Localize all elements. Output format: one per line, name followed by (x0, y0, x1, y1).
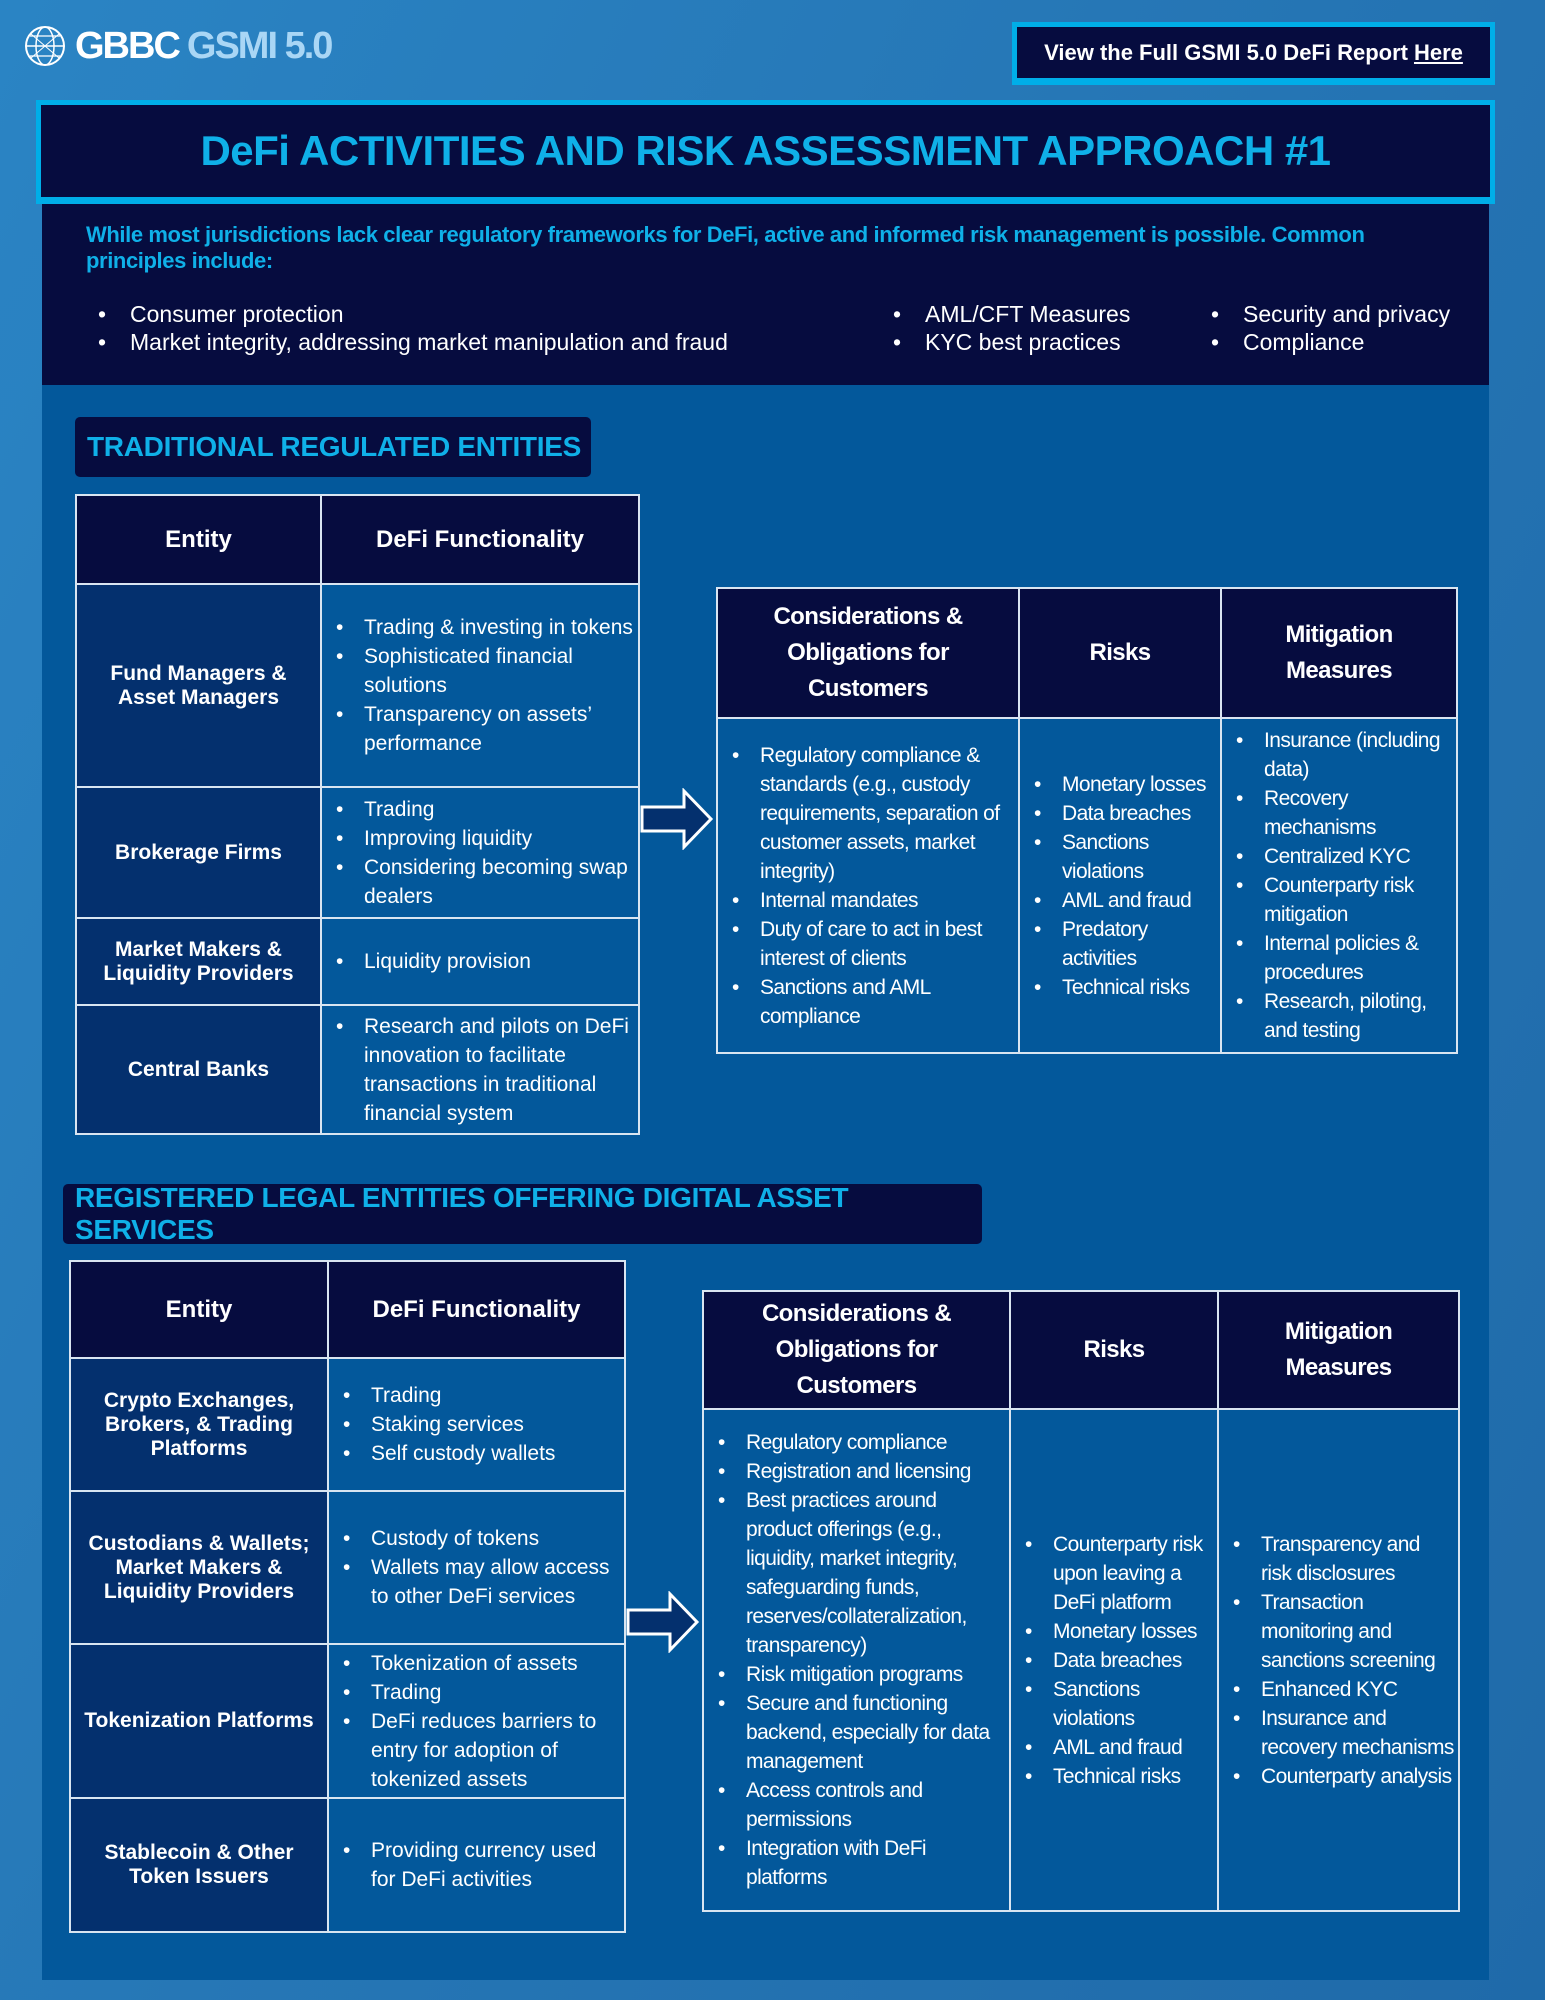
table-header-row (717, 588, 1457, 718)
list-item: • Duty of care to act in best interest of clients (726, 915, 1014, 973)
arrow-right-icon (640, 788, 714, 850)
globe-icon (23, 24, 67, 68)
bullet-list (330, 947, 634, 976)
mitigation-cell (1218, 1409, 1459, 1911)
list-item: • Technical risks (1028, 973, 1216, 1002)
bullet-list (330, 1012, 634, 1128)
list-item: • Regulatory compliance & standards (e.g., custody requirements, separation of customer assets, market integrity) (726, 741, 1014, 886)
entity-name: Brokerage Firms (76, 787, 321, 918)
column-header: Risks (1010, 1291, 1218, 1409)
list-item: • Internal mandates (726, 886, 1014, 915)
risks-cell (1019, 718, 1221, 1053)
list-item: • Regulatory compliance (712, 1428, 1005, 1457)
table-header-row (76, 495, 639, 584)
bullet-list (330, 613, 634, 758)
principles-list-3 (1211, 300, 1450, 356)
considerations-cell (717, 718, 1019, 1053)
table-row (76, 918, 639, 1005)
entity-name: Tokenization Platforms (70, 1644, 328, 1798)
risk-assessment-table (716, 587, 1458, 1054)
report-link-here[interactable]: Here (1413, 39, 1463, 65)
column-header: Mitigation Measures (1218, 1291, 1459, 1409)
table-row (76, 1005, 639, 1134)
list-item: • Counterparty risk upon leaving a DeFi platform (1019, 1530, 1213, 1617)
bullet-list (330, 795, 634, 911)
list-item: • Wallets may allow access to other DeFi services (337, 1553, 620, 1611)
column-header: DeFi Functionality (328, 1261, 625, 1358)
mitigation-cell (1221, 718, 1457, 1053)
table-row (70, 1491, 625, 1644)
column-header: Considerations & Obligations for Customers (703, 1291, 1010, 1409)
table-row (76, 584, 639, 787)
list-item: • Secure and functioning backend, especially for data management (712, 1689, 1005, 1776)
list-item: • Internal policies & procedures (1230, 929, 1452, 987)
principles-list-2 (893, 300, 1130, 356)
list-item: • Technical risks (1019, 1762, 1213, 1791)
entity-name: Stablecoin & Other Token Issuers (70, 1798, 328, 1932)
gbbc-logo (23, 22, 331, 70)
table-row (70, 1358, 625, 1491)
principle-item: • AML/CFT Measures (893, 300, 1130, 328)
list-item: • Custody of tokens (337, 1524, 620, 1553)
list-item: • Staking services (337, 1410, 620, 1439)
list-item: • Sanctions violations (1019, 1675, 1213, 1733)
bullet-list (726, 741, 1014, 1031)
intro-lead: While most jurisdictions lack clear regulatory frameworks for DeFi, active and informed risk management is possible. Common principles include: (86, 222, 1365, 273)
list-item: • Providing currency used for DeFi activities (337, 1836, 620, 1894)
view-full-report-link[interactable] (1012, 22, 1495, 85)
defi-functionality (321, 918, 639, 1005)
entity-name: Fund Managers & Asset Managers (76, 584, 321, 787)
list-item: • Liquidity provision (330, 947, 634, 976)
column-header: Entity (70, 1261, 328, 1358)
list-item: • Sophisticated financial solutions (330, 642, 634, 700)
considerations-cell (703, 1409, 1010, 1911)
bullet-list (712, 1428, 1005, 1892)
list-item: • Trading (337, 1678, 620, 1707)
arrow-right-icon (626, 1591, 700, 1653)
list-item: • Improving liquidity (330, 824, 634, 853)
principle-item: • KYC best practices (893, 328, 1130, 356)
defi-functionality (321, 584, 639, 787)
column-header: Mitigation Measures (1221, 588, 1457, 718)
list-item: • Monetary losses (1028, 770, 1216, 799)
entity-name: Central Banks (76, 1005, 321, 1134)
list-item: • Recovery mechanisms (1230, 784, 1452, 842)
intro-panel (42, 204, 1489, 385)
defi-functionality (328, 1644, 625, 1798)
logo-subtext: GSMI 5.0 (186, 24, 332, 67)
list-item: • Risk mitigation programs (712, 1660, 1005, 1689)
list-item: • Transaction monitoring and sanctions screening (1227, 1588, 1454, 1675)
list-item: • Enhanced KYC (1227, 1675, 1454, 1704)
list-item: • Insurance and recovery mechanisms (1227, 1704, 1454, 1762)
defi-functionality (321, 787, 639, 918)
defi-functionality (328, 1798, 625, 1932)
list-item: • AML and fraud (1028, 886, 1216, 915)
list-item: • Counterparty risk mitigation (1230, 871, 1452, 929)
table-header-row (703, 1291, 1459, 1409)
list-item: • Data breaches (1028, 799, 1216, 828)
table-header-row (70, 1261, 625, 1358)
table-row (703, 1409, 1459, 1911)
list-item: • Integration with DeFi platforms (712, 1834, 1005, 1892)
list-item: • Considering becoming swap dealers (330, 853, 634, 911)
section-heading-registered: REGISTERED LEGAL ENTITIES OFFERING DIGITAL ASSET SERVICES (63, 1184, 982, 1244)
list-item: • Research and pilots on DeFi innovation to facilitate transactions in traditional financial system (330, 1012, 634, 1128)
table-row (70, 1644, 625, 1798)
table-row (76, 787, 639, 918)
entity-name: Market Makers & Liquidity Providers (76, 918, 321, 1005)
principle-item: • Compliance (1211, 328, 1450, 356)
page-title: DeFi ACTIVITIES AND RISK ASSESSMENT APPROACH #1 (36, 100, 1495, 204)
list-item: • Access controls and permissions (712, 1776, 1005, 1834)
list-item: • Trading (337, 1381, 620, 1410)
list-item: • Centralized KYC (1230, 842, 1452, 871)
list-item: • Registration and licensing (712, 1457, 1005, 1486)
table-row (70, 1798, 625, 1932)
list-item: • Counterparty analysis (1227, 1762, 1454, 1791)
entity-name: Crypto Exchanges, Brokers, & Trading Platforms (70, 1358, 328, 1491)
risk-assessment-table (702, 1290, 1460, 1912)
table-row (717, 718, 1457, 1053)
risks-cell (1010, 1409, 1218, 1911)
list-item: • Sanctions violations (1028, 828, 1216, 886)
list-item: • Trading (330, 795, 634, 824)
bullet-list (1019, 1530, 1213, 1791)
list-item: • Research, piloting, and testing (1230, 987, 1452, 1045)
principle-item: • Consumer protection (98, 300, 728, 328)
defi-functionality (328, 1491, 625, 1644)
logo-text: GBBC (75, 24, 179, 67)
bullet-list (337, 1524, 620, 1611)
entity-table (75, 494, 640, 1135)
list-item: • AML and fraud (1019, 1733, 1213, 1762)
principle-item: • Security and privacy (1211, 300, 1450, 328)
list-item: • Insurance (including data) (1230, 726, 1452, 784)
entity-table (69, 1260, 626, 1933)
bullet-list (337, 1381, 620, 1468)
column-header: Risks (1019, 588, 1221, 718)
section-heading-traditional: TRADITIONAL REGULATED ENTITIES (75, 417, 591, 477)
bullet-list (337, 1649, 620, 1794)
principles-list-1 (98, 300, 728, 356)
defi-functionality (321, 1005, 639, 1134)
column-header: DeFi Functionality (321, 495, 639, 584)
principle-item: • Market integrity, addressing market manipulation and fraud (98, 328, 728, 356)
list-item: • DeFi reduces barriers to entry for adoption of tokenized assets (337, 1707, 620, 1794)
list-item: • Trading & investing in tokens (330, 613, 634, 642)
defi-functionality (328, 1358, 625, 1491)
bullet-list (1227, 1530, 1454, 1791)
list-item: • Self custody wallets (337, 1439, 620, 1468)
bullet-list (1028, 770, 1216, 1002)
entity-name: Custodians & Wallets; Market Makers & Liquidity Providers (70, 1491, 328, 1644)
column-header: Considerations & Obligations for Customers (717, 588, 1019, 718)
list-item: • Monetary losses (1019, 1617, 1213, 1646)
list-item: • Sanctions and AML compliance (726, 973, 1014, 1031)
list-item: • Best practices around product offerings (e.g., liquidity, market integrity, safeguarding funds, reserves/collateralization, transparency) (712, 1486, 1005, 1660)
report-link-prefix: View the Full GSMI 5.0 DeFi Report (1044, 39, 1408, 65)
bullet-list (337, 1836, 620, 1894)
list-item: • Transparency on assets’ performance (330, 700, 634, 758)
list-item: • Tokenization of assets (337, 1649, 620, 1678)
list-item: • Transparency and risk disclosures (1227, 1530, 1454, 1588)
list-item: • Predatory activities (1028, 915, 1216, 973)
column-header: Entity (76, 495, 321, 584)
list-item: • Data breaches (1019, 1646, 1213, 1675)
bullet-list (1230, 726, 1452, 1045)
